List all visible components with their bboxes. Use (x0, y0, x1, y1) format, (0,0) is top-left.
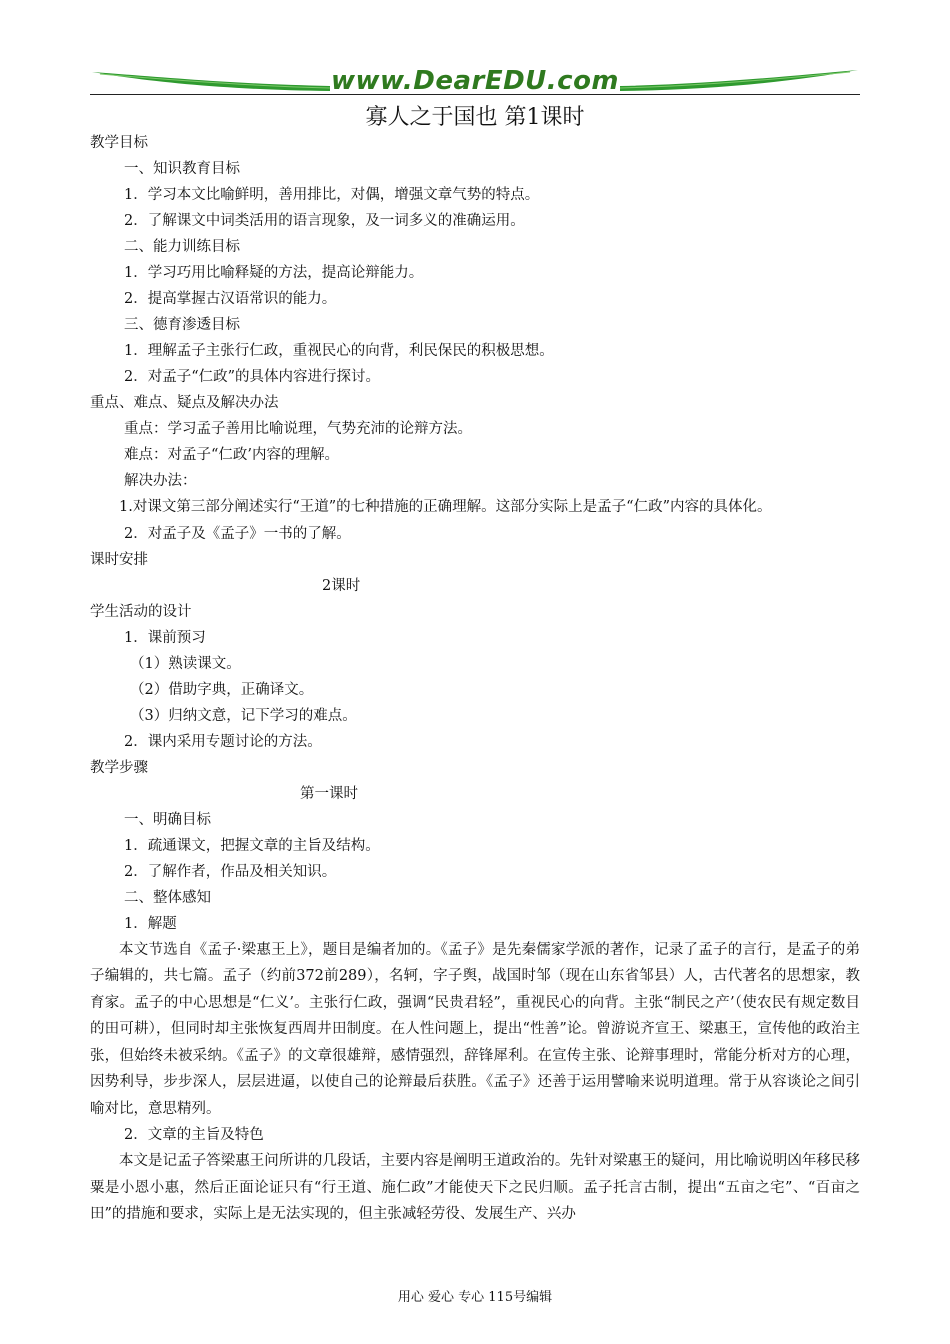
text-line: 1．学习巧用比喻释疑的方法，提高论辩能力。 (124, 265, 424, 281)
site-logo[interactable]: www.DearEDU.com (330, 66, 620, 96)
section-heading: 教学目标 (90, 135, 148, 151)
lesson-heading: 第一课时 (300, 785, 358, 802)
page-footer: 用心 爱心 专心 115号编辑 (397, 1290, 553, 1305)
section-heading: 重点、难点、疑点及解决办法 (90, 395, 279, 411)
text-line: 解决办法： (124, 473, 197, 489)
paragraph: 1.对课文第三部分阐述实行“王道”的七种措施的正确理解。这部分实际上是孟子“仁政”内容的具体化。 (119, 499, 772, 515)
paragraph: 本文是记孟子答梁惠王问所讲的几段话，主要内容是阐明王道政治的。先针对梁惠王的疑问，用比喻说明凶年移民移粟是小恩小惠，然后正面论证只有“行王道、施仁政”才能使天下之民归顺。孟子托言古制，提出“五亩之宅”、“百亩之田”的措施和要求，实际上是无法实现的，但主张减轻劳役、发展生产、兴办 (90, 1153, 860, 1222)
text-line: 2．提高掌握古汉语常识的能力。 (124, 291, 337, 307)
text-line: 1．疏通课文，把握文章的主旨及结构。 (124, 837, 380, 854)
text-line: 重点：学习孟子善用比喻说理，气势充沛的论辩方法。 (124, 421, 472, 437)
text-line: （2）借助字典，正确译文。 (130, 681, 314, 698)
text-line: 1．课前预习 (124, 629, 206, 646)
text-line: 2．对孟子“仁政”的具体内容进行探讨。 (124, 369, 381, 385)
paragraph: 本文节选自《孟子·梁惠王上》，题目是编者加的。《孟子》是先秦儒家学派的著作，记录了孟子的言行，是孟子的弟子编辑的，共七篇。孟子（约前372前289），名轲，字子舆，战国时邹（现在山东省邹县）人，古代著名的思想家，教育家。孟子的中心思想是“仁义’。主张行仁政，强调“民贵君轻”，重视民心的向背。主张“制民之产’（使农民有规定数目的田可耕），但同时却主张恢复西周井田制度。在人性问题上，提出“性善”论。曾游说齐宣王、梁惠王，宣传他的政治主张，但始终未被采纳。《孟子》的文章很雄辩，感情强烈，辞锋犀利。在宣传主张、论辩事理时，常能分析对方的心理，因势利导，步步深人，层层进逼，以使自己的论辩最后获胜。《孟子》还善于运用譬喻来说明道理。常于从容谈论之间引喻对比，意思精列。 (90, 941, 860, 1117)
section-heading: 教学步骤 (90, 759, 148, 776)
section-heading: 学生活动的设计 (90, 603, 192, 620)
text-line: 2．课内采用专题讨论的方法。 (124, 733, 322, 750)
text-line: 1．解题 (124, 915, 177, 932)
section-heading: 课时安排 (90, 551, 148, 568)
text-line: （1）熟读课文。 (130, 655, 241, 672)
text-line: 2．对孟子及《孟子》一书的了解。 (124, 525, 351, 542)
text-line: 2．文章的主旨及特色 (124, 1127, 264, 1143)
sub-heading: 二、整体感知 (124, 889, 211, 906)
sub-heading: 三、德育渗透目标 (124, 317, 240, 333)
sub-heading: 一、知识教育目标 (124, 161, 240, 177)
document-body (90, 130, 860, 1228)
sub-heading: 二、能力训练目标 (124, 239, 240, 255)
page-title: 寡人之于国也 第1课时 (365, 105, 585, 130)
text-line: 2．了解作者，作品及相关知识。 (124, 863, 337, 880)
class-hours: 2课时 (322, 577, 361, 594)
text-line: 1．理解孟子主张行仁政，重视民心的向背，利民保民的积极思想。 (124, 343, 554, 359)
text-line: 难点：对孟子“仁政’内容的理解。 (124, 447, 340, 463)
text-line: 1．学习本文比喻鲜明，善用排比，对偶，增强文章气势的特点。 (124, 187, 540, 203)
sub-heading: 一、明确目标 (124, 811, 211, 828)
header-divider (90, 94, 860, 95)
text-line: 2．了解课文中词类活用的语言现象，及一词多义的准确运用。 (124, 213, 525, 229)
text-line: （3）归纳文意，记下学习的难点。 (130, 707, 357, 724)
